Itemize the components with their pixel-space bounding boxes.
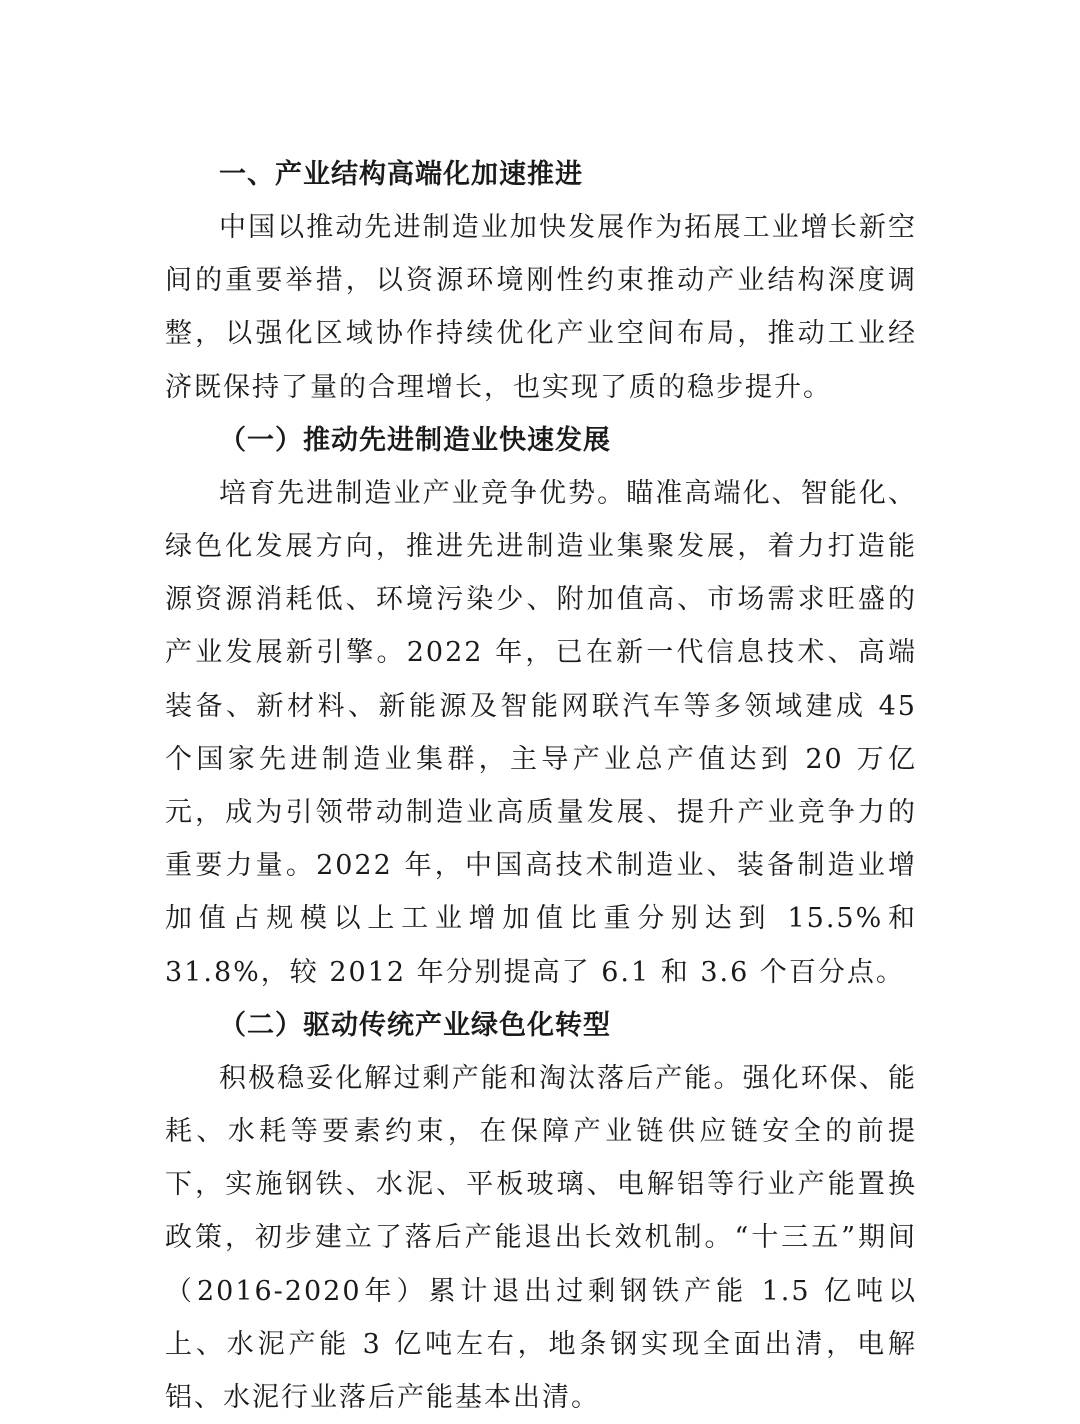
paragraph-subsection-2: 积极稳妥化解过剩产能和淘汰落后产能。强化环保、能耗、水耗等要素约束，在保障产业链供应链安全的前提下，实施钢铁、水泥、平板玻璃、电解铝等行业产能置换政策，初步建立了落后产能退出长效机制。“十三五”期间（2016-2020年）累计退出过剩钢铁产能 1.5 亿吨以上、水泥产能 3 亿吨左右，地条钢实现全面出清，电解铝、水泥行业落后产能基本出清。 xyxy=(165,1062,917,1414)
subsection-heading-2: （二）驱动传统产业绿色化转型 xyxy=(219,1009,611,1041)
section-heading-main: 一、产业结构高端化加速推进 xyxy=(219,159,583,190)
paragraph-subsection-1: 培育先进制造业产业竞争优势。瞄准高端化、智能化、绿色化发展方向，推进先进制造业集聚发展，着力打造能源资源消耗低、环境污染少、附加值高、市场需求旺盛的产业发展新引擎。2022 年，已在新一代信息技术、高端装备、新材料、新能源及智能网联汽车等多领域建成 45 个国家先进制造业集群，主导产业总产值达到 20 万亿元，成为引领带动制造业高质量发展、提升产业竞争力的重要力量。2022 年，中国高技术制造业、装备制造业增加值占规模以上工业增加值比重分别达到 15.5%和 31.8%，较 2012 年分别提高了 6.1 和 3.6 个百分点。 xyxy=(165,477,917,988)
subsection-heading-1: （一）推动先进制造业快速发展 xyxy=(219,424,611,456)
paragraph-intro: 中国以推动先进制造业加快发展作为拓展工业增长新空间的重要举措，以资源环境刚性约束推动产业结构深度调整，以强化区域协作持续优化产业空间布局，推动工业经济既保持了量的合理增长，也实现了质的稳步提升。 xyxy=(165,212,917,403)
document-page xyxy=(165,148,917,1424)
